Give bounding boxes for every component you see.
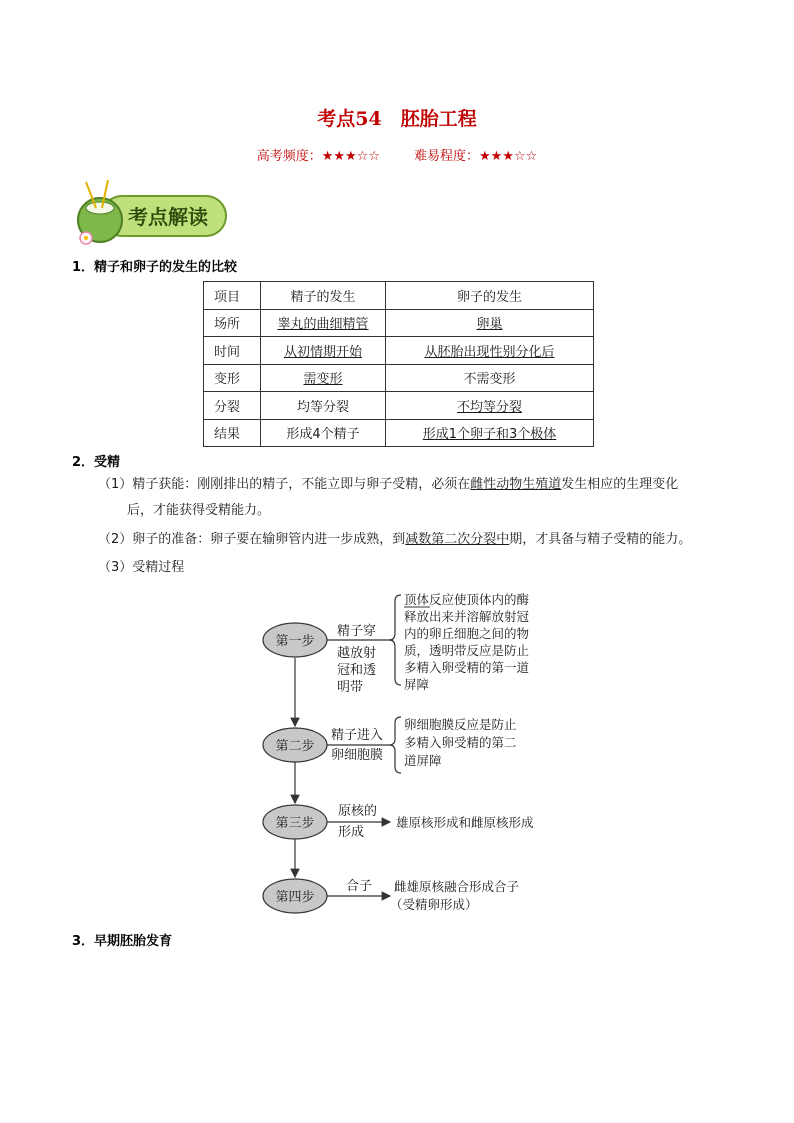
step-description: 道屏障: [404, 753, 442, 768]
text-run: 期，才具备与精子受精的能力。: [509, 532, 692, 547]
step-label: 第四步: [275, 890, 315, 905]
table-cell: 场所: [204, 309, 261, 337]
table-cell: 变形: [204, 364, 261, 392]
table-header-row: [204, 282, 594, 310]
table-cell: 需变形: [261, 364, 386, 392]
step-label: 第二步: [275, 739, 315, 754]
step-action: 原核的: [338, 804, 378, 819]
text-run: （1）精子获能：刚刚排出的精子，不能立即与卵子受精，必须在: [98, 477, 471, 492]
brace: [389, 717, 401, 773]
step-action: 卵细胞膜: [331, 748, 384, 763]
step-description: （受精卵形成）: [390, 897, 478, 912]
step-description: 雄原核形成和雌原核形成: [396, 815, 534, 830]
frequency-stars: ★★★☆☆: [321, 149, 380, 164]
table-cell: 均等分裂: [261, 392, 386, 420]
table-cell: 卵巢: [386, 309, 594, 337]
step-description: 顶体反应使顶体内的酶: [404, 592, 530, 607]
section-1-heading: 1．精子和卵子的发生的比较: [72, 260, 238, 275]
rating-line: [0, 145, 794, 164]
step-action: 精子穿: [337, 624, 377, 639]
text-run: 发生相应的生理变化: [561, 477, 679, 492]
step-action: 精子进入: [331, 728, 384, 743]
page-title: 考点54 胚胎工程: [317, 108, 477, 130]
paragraph-continued: 后，才能获得受精能力。: [127, 503, 271, 518]
step-action: 冠和透: [337, 663, 377, 678]
fertilization-flowchart: [250, 585, 550, 920]
badge-text: 考点解读: [128, 205, 208, 229]
section-2-heading: 2．受精: [72, 455, 121, 470]
underlined-term: 减数第二次分裂中: [405, 532, 510, 547]
step-description: 释放出来并溶解放射冠: [404, 609, 530, 624]
brace: [389, 595, 401, 685]
paragraph-sperm-capacitation: [98, 472, 738, 498]
table-cell: 不均等分裂: [386, 392, 594, 420]
step-action: 明带: [337, 680, 364, 695]
step-description: 多精入卵受精的第一道: [404, 660, 530, 675]
table-header-cell: 项目: [204, 282, 261, 310]
difficulty-label: 难易程度：: [414, 149, 480, 164]
step-description: 雌雄原核融合形成合子: [394, 879, 520, 894]
table-row: [204, 392, 594, 420]
step-action: 越放射: [337, 646, 377, 661]
section-badge: [70, 178, 230, 248]
step-description: 内的卵丘细胞之间的物: [404, 626, 530, 641]
step-description: 卵细胞膜反应是防止: [404, 717, 517, 732]
text-run: （2）卵子的准备：卵子要在输卵管内进一步成熟，到: [98, 532, 406, 547]
table-cell: 分裂: [204, 392, 261, 420]
step-label: 第一步: [275, 634, 315, 649]
table-header-cell: 卵子的发生: [386, 282, 594, 310]
paragraph-egg-preparation: [98, 527, 758, 553]
table-cell: 从胚胎出现性别分化后: [386, 337, 594, 365]
step-action: 形成: [338, 825, 365, 840]
difficulty-stars: ★★★☆☆: [479, 149, 538, 164]
frequency-label: 高考频度：: [256, 149, 322, 164]
step-label: 第三步: [275, 816, 315, 831]
table-cell: 形成4个精子: [261, 419, 386, 447]
underlined-term: 雌性动物生殖道: [470, 477, 562, 492]
table-cell: 不需变形: [386, 364, 594, 392]
table-cell: 形成1个卵子和3个极体: [386, 419, 594, 447]
table-cell: 睾丸的曲细精管: [261, 309, 386, 337]
table-cell: 结果: [204, 419, 261, 447]
table-row: [204, 309, 594, 337]
step-description: 质，透明带反应是防止: [404, 643, 530, 658]
step-action: 合子: [346, 879, 373, 894]
table-row: [204, 419, 594, 447]
table-cell: 时间: [204, 337, 261, 365]
table-row: [204, 364, 594, 392]
step-description: 多精入卵受精的第二: [404, 735, 517, 750]
comparison-table: [203, 281, 594, 447]
paragraph-fertilization-process: （3）受精过程: [98, 560, 185, 575]
step-description: 屏障: [404, 677, 430, 692]
table-row: [204, 337, 594, 365]
table-cell: 从初情期开始: [261, 337, 386, 365]
section-3-heading: 3．早期胚胎发育: [72, 934, 173, 949]
table-header-cell: 精子的发生: [261, 282, 386, 310]
